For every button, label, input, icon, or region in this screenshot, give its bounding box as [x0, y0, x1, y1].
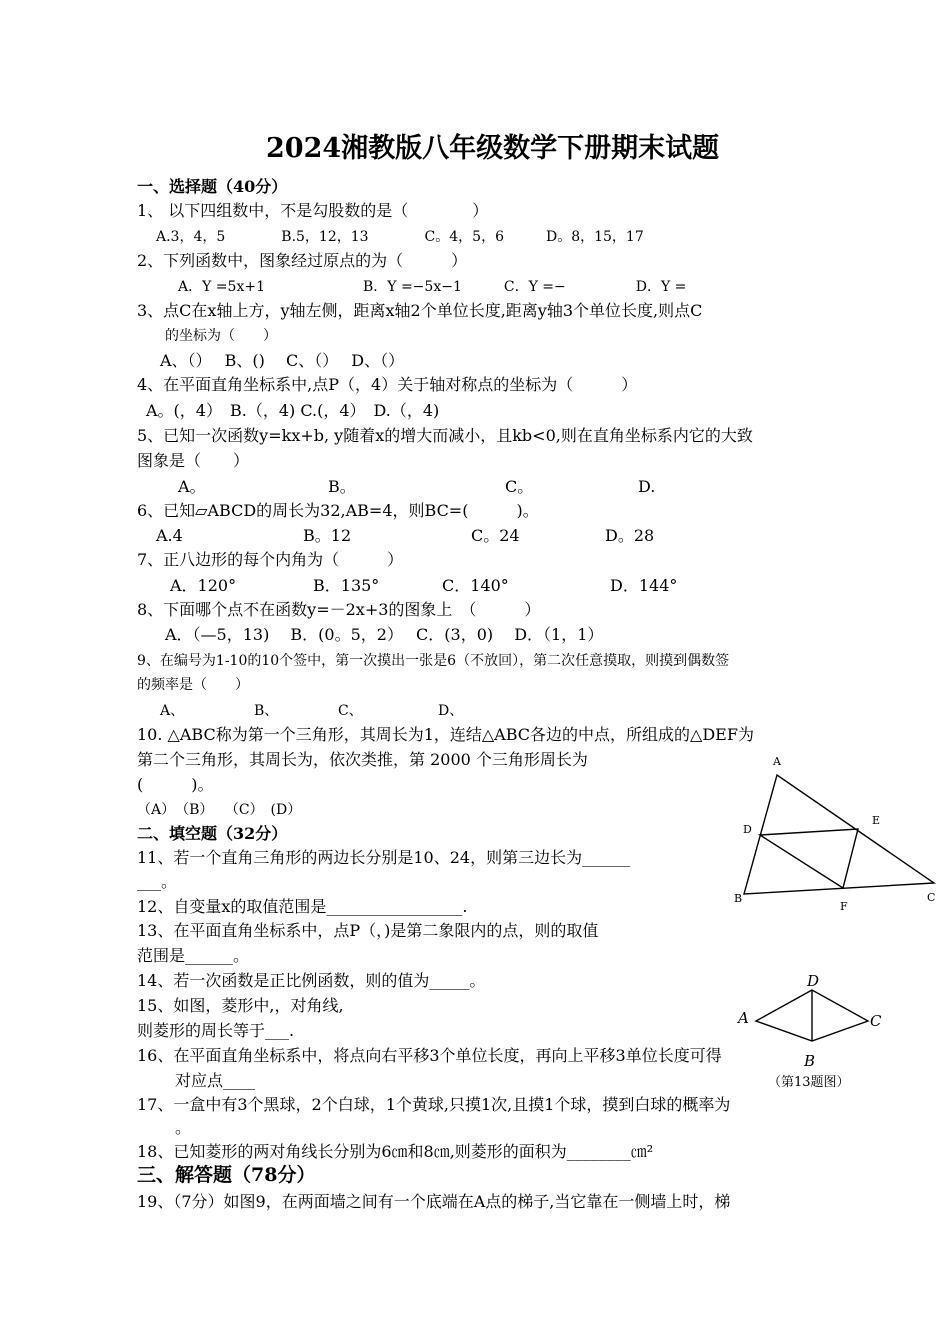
rhombus-label-a: A: [738, 1009, 749, 1027]
triangle-label-e: E: [872, 814, 881, 827]
triangle-figure: [725, 750, 945, 920]
question-6-option-c: C。24: [471, 526, 520, 545]
question-15: 15、如图，菱形中,，对角线,: [137, 996, 344, 1015]
question-5-cont: 图象是（ ）: [137, 451, 250, 470]
question-8: 8、下面哪个点不在函数y=－2x+3的图象上 （ ）: [137, 600, 541, 619]
question-10-options: （A） （B） （C） (D）: [137, 802, 302, 818]
section-answer-heading: 三、解答题（78分）: [137, 1164, 316, 1186]
question-3: 3、点C在x轴上方，y轴左侧，距离x轴2个单位长度,距离y轴3个单位长度,则点C: [137, 301, 703, 320]
question-13: 13、在平面直角坐标系中，点P（，)是第二象限内的点，则的取值: [137, 921, 599, 940]
question-16: 16、在平面直角坐标系中，将点向右平移3个单位长度，再向上平移3单位长度可得: [137, 1046, 722, 1065]
question-5-option-b: B。: [328, 477, 356, 496]
section-fill-heading: 二、填空题（32分）: [137, 824, 288, 843]
rhombus-label-c: C: [870, 1012, 882, 1030]
question-11: 11、若一个直角三角形的两边长分别是10、24，则第三边长为______: [137, 848, 631, 867]
question-18: 18、已知菱形的两对角线长分别为6㎝和8㎝,则菱形的面积为________㎝²: [137, 1142, 654, 1161]
question-9-option-a: A、: [160, 703, 185, 719]
rhombus-figure: [730, 968, 890, 1093]
question-9-option-b: B、: [254, 703, 279, 719]
triangle-label-a: A: [773, 755, 781, 768]
question-12: 12、自变量x的取值范围是_________________.: [137, 897, 468, 916]
question-9-option-d: D、: [438, 703, 464, 719]
question-11-cont: ___。: [137, 872, 178, 891]
question-8-options: A．（—5，13) B．(0。5，2） C．(3，0) D．（1，1）: [165, 625, 604, 644]
rhombus-label-b: B: [804, 1052, 816, 1070]
triangle-label-f: F: [840, 900, 848, 913]
question-6-option-a: A.4: [156, 526, 183, 545]
question-3-cont: 的坐标为（ ）: [165, 328, 277, 344]
question-7-option-b: B．135°: [313, 576, 380, 595]
question-7: 7、正八边形的每个内角为（ ）: [137, 550, 404, 569]
triangle-label-d: D: [743, 823, 752, 836]
question-14: 14、若一次函数是正比例函数，则的值为_____。: [137, 971, 486, 990]
question-17-cont: 。: [175, 1118, 192, 1137]
question-15-cont: 则菱形的周长等于___.: [137, 1021, 295, 1040]
rhombus-label-d: D: [807, 972, 820, 990]
question-9-option-c: C、: [338, 703, 363, 719]
question-5: 5、已知一次函数y=kx+b, y随着x的增大而减小，且kb<0,则在直角坐标系内它的大致: [137, 426, 753, 445]
question-9: 9、在编号为1-10的10个签中，第一次摸出一张是6（不放回），第二次任意摸取，则摸到偶数签: [137, 653, 730, 669]
question-1-options: A.3，4，5 B.5，12，13 C。4，5，6 D。8，15，17: [156, 229, 644, 245]
question-9-cont: 的频率是（ ）: [137, 677, 249, 693]
question-1: 1、 以下四组数中，不是勾股数的是（ ）: [137, 201, 489, 220]
question-7-option-c: C．140°: [442, 576, 509, 595]
question-5-option-d: D.: [638, 477, 656, 496]
question-10-cont: 第二个三角形，其周长为，依次类推，第 2000 个三角形周长为: [137, 750, 588, 769]
page-title: 2024湘教版八年级数学下册期末试题: [266, 133, 720, 164]
triangle-label-c: C: [927, 891, 936, 904]
rhombus-caption: （第13题图）: [768, 1075, 850, 1090]
question-2-options: A．Y =5x+1 B．Y =−5x−1 C．Y =− D．Y =: [178, 279, 687, 295]
question-2: 2、下列函数中，图象经过原点的为（ ）: [137, 251, 468, 270]
question-19: 19、（7分）如图9，在两面墙之间有一个底端在A点的梯子,当它靠在一侧墙上时，梯: [137, 1192, 731, 1211]
question-7-option-d: D．144°: [610, 576, 678, 595]
question-17: 17、一盒中有3个黑球，2个白球，1个黄球,只摸1次,且摸1个球，摸到白球的概率为: [137, 1095, 731, 1114]
question-10-cont2: ( )。: [137, 775, 214, 794]
section-choice-heading: 一、选择题（40分）: [137, 177, 288, 196]
question-6-option-d: D。28: [605, 526, 655, 545]
question-7-option-a: A．120°: [170, 576, 237, 595]
question-6-option-b: B。12: [303, 526, 352, 545]
question-4: 4、在平面直角坐标系中,点P（，4）关于轴对称点的坐标为（ ）: [137, 375, 638, 394]
question-10: 10. △ABC称为第一个三角形，其周长为1，连结△ABC各边的中点，所组成的△DEF为: [137, 725, 754, 744]
question-5-option-a: A。: [178, 477, 206, 496]
question-3-options: A、（） B、() C、（） D、（）: [160, 351, 405, 370]
question-6: 6、已知▱ABCD的周长为32,AB=4，则BC=( )。: [137, 501, 539, 520]
question-13-cont: 范围是______。: [137, 946, 250, 965]
question-5-option-c: C。: [505, 477, 534, 496]
triangle-label-b: B: [734, 892, 743, 905]
question-16-cont: 对应点____: [175, 1071, 256, 1090]
question-4-options: A。(，4） B.（，4) C.(，4） D.（，4): [146, 401, 440, 420]
